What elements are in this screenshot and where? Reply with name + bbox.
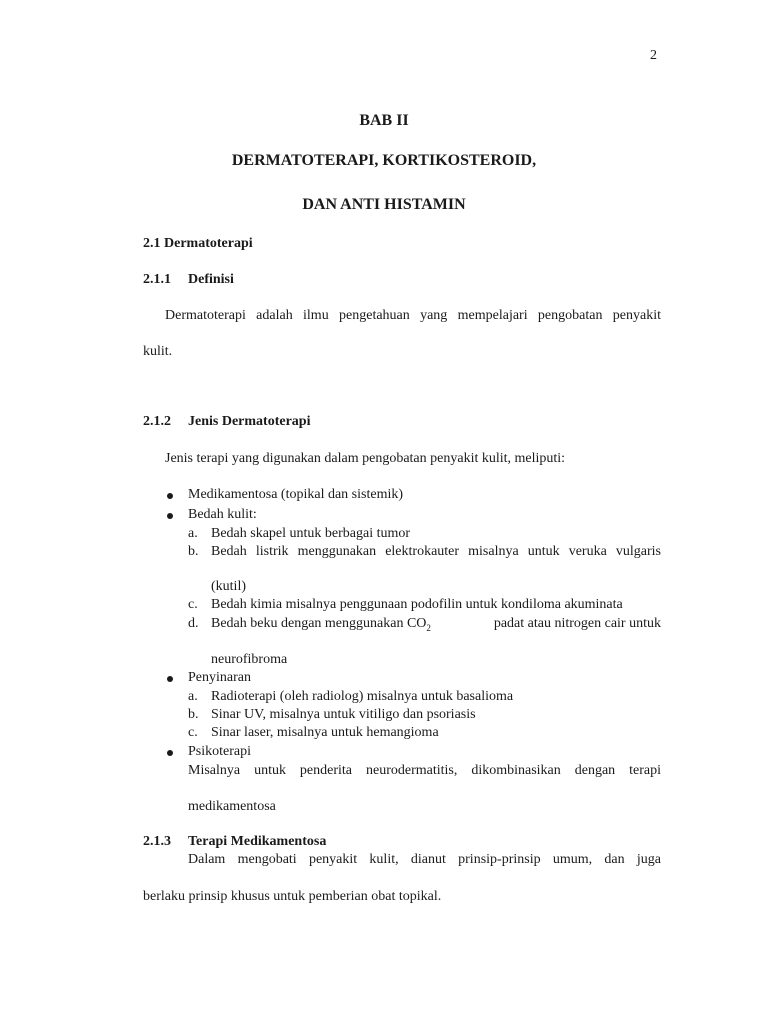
list-item-penyinaran: Penyinaran xyxy=(188,670,251,685)
sublist-marker: c. xyxy=(188,597,198,612)
section-2-1-heading: 2.1 Dermatoterapi xyxy=(143,236,253,251)
psikoterapi-line-2: medikamentosa xyxy=(188,799,276,814)
sublist-item-penyinaran-c: Sinar laser, misalnya untuk hemangioma xyxy=(211,725,439,740)
definisi-paragraph-line-2: kulit. xyxy=(143,344,173,359)
sublist-marker: b. xyxy=(188,544,199,559)
sublist-item-bedah-d xyxy=(211,616,661,633)
page-number: 2 xyxy=(650,48,657,63)
sublist-item-bedah-a: Bedah skapel untuk berbagai tumor xyxy=(211,526,411,541)
chapter-heading: BAB II xyxy=(359,112,409,129)
title-line-2: DAN ANTI HISTAMIN xyxy=(302,196,466,213)
sublist-item-bedah-b-continued: (kutil) xyxy=(211,579,246,594)
sublist-item-bedah-c: Bedah kimia misalnya penggunaan podofilin untuk kondiloma akuminata xyxy=(211,597,623,612)
section-2-1-1-number: 2.1.1 xyxy=(143,272,171,287)
definisi-paragraph-line-1: Dermatoterapi adalah ilmu pengetahuan yang mempelajari pengobatan penyakit xyxy=(165,308,661,323)
bedah-d-text-post: padat atau nitrogen cair untuk xyxy=(493,616,661,631)
bedah-d-text-pre: Bedah beku dengan menggunakan $CO_2$ xyxy=(211,616,431,633)
bullet-icon xyxy=(167,513,173,519)
list-item-medikamentosa: Medikamentosa (topikal dan sistemik) xyxy=(188,487,404,502)
jenis-intro: Jenis terapi yang digunakan dalam pengobatan penyakit kulit, meliputi: xyxy=(165,451,566,466)
section-2-1-3-number: 2.1.3 xyxy=(143,834,171,849)
sublist-marker: b. xyxy=(188,707,199,722)
psikoterapi-line-1: Misalnya untuk penderita neurodermatitis, dikombinasikan dengan terapi xyxy=(188,763,661,778)
sublist-item-penyinaran-a: Radioterapi (oleh radiolog) misalnya untuk basalioma xyxy=(211,689,514,704)
section-2-1-2-number: 2.1.2 xyxy=(143,414,171,429)
sublist-item-penyinaran-b: Sinar UV, misalnya untuk vitiligo dan psoriasis xyxy=(211,707,476,722)
sublist-item-bedah-b: Bedah listrik menggunakan elektrokauter misalnya untuk veruka vulgaris xyxy=(211,544,661,559)
list-item-bedah-kulit: Bedah kulit: xyxy=(188,507,257,522)
section-2-1-1-title: Definisi xyxy=(188,272,234,287)
terapi-paragraph-line-2: berlaku prinsip khusus untuk pemberian obat topikal. xyxy=(143,889,442,904)
sublist-marker: c. xyxy=(188,725,198,740)
sublist-marker: d. xyxy=(188,616,199,631)
bullet-icon xyxy=(167,676,173,682)
bullet-icon xyxy=(167,493,173,499)
section-2-1-2-title: Jenis Dermatoterapi xyxy=(188,414,311,429)
bullet-icon xyxy=(167,750,173,756)
list-item-psikoterapi: Psikoterapi xyxy=(188,744,251,759)
section-2-1-3-title: Terapi Medikamentosa xyxy=(188,834,327,849)
sublist-marker: a. xyxy=(188,526,198,541)
terapi-paragraph-line-1: Dalam mengobati penyakit kulit, dianut prinsip-prinsip umum, dan juga xyxy=(188,852,661,867)
sublist-item-bedah-d-continued: neurofibroma xyxy=(211,652,288,667)
co2-subscript: 2 xyxy=(426,622,431,633)
title-line-1: DERMATOTERAPI, KORTIKOSTEROID, xyxy=(231,152,537,169)
sublist-marker: a. xyxy=(188,689,198,704)
